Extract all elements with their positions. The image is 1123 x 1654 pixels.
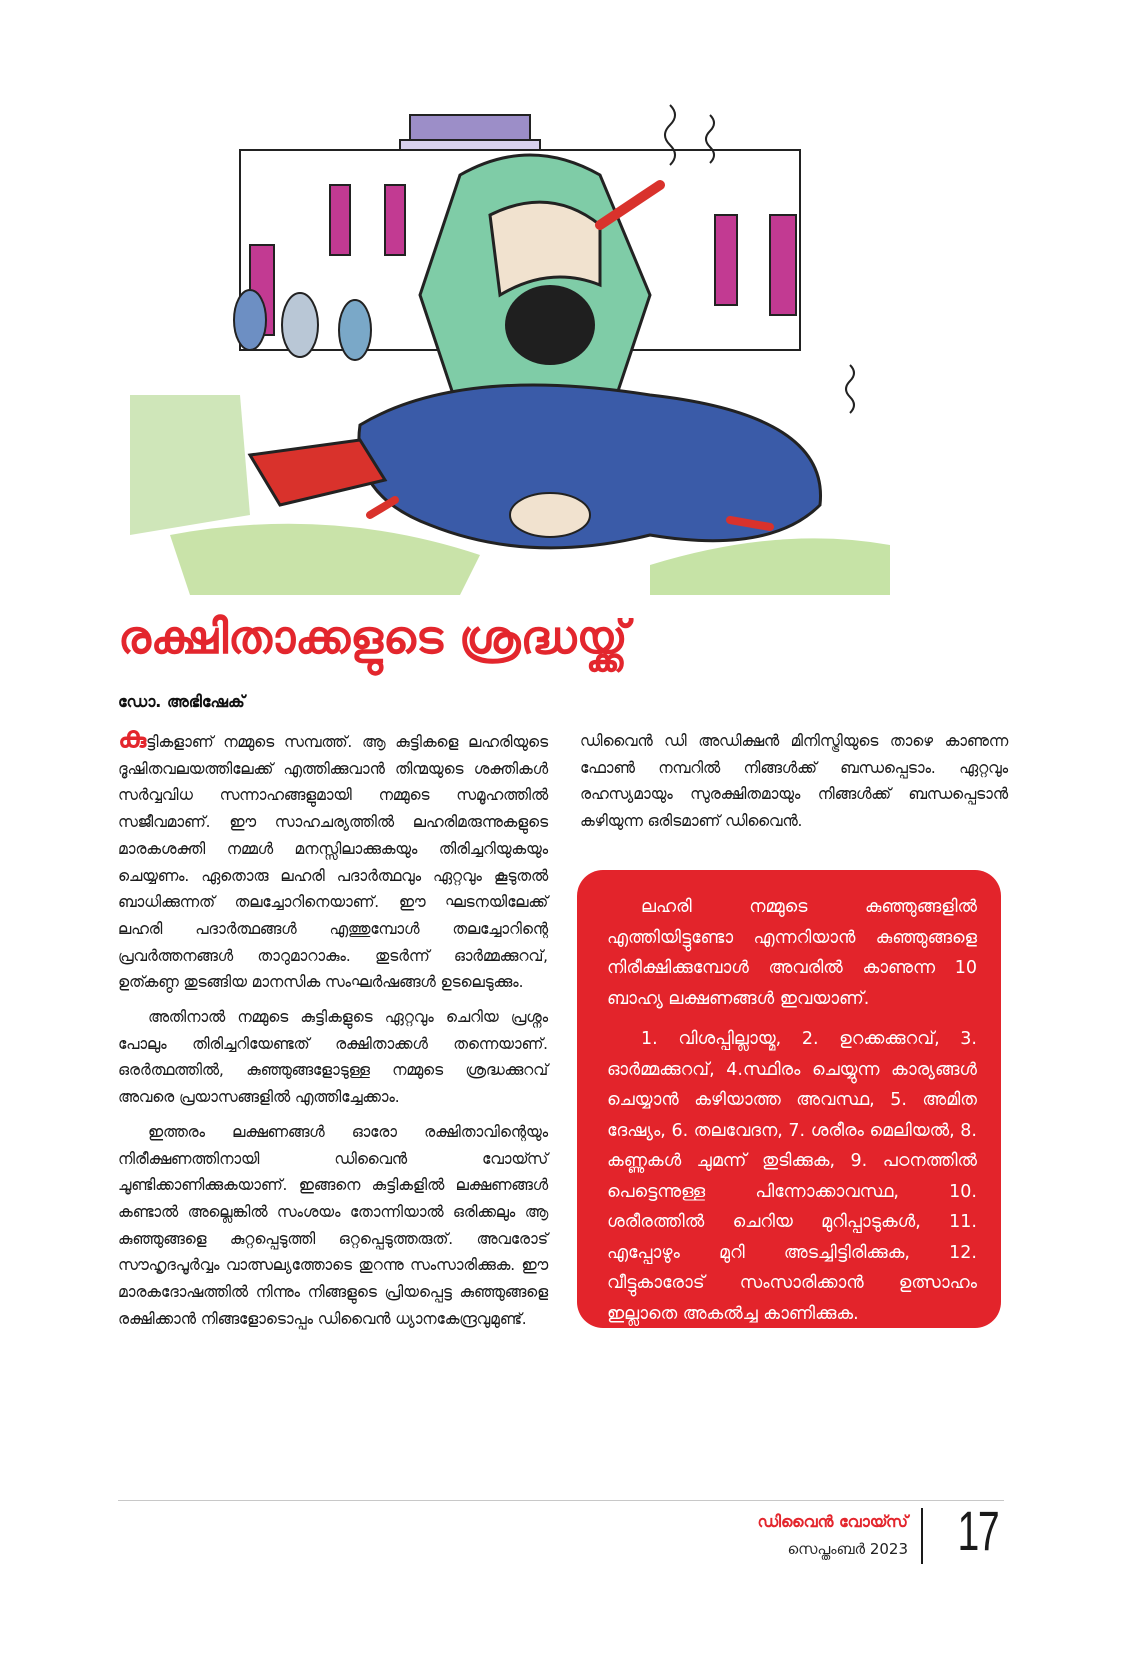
stressed-student-illustration	[130, 95, 930, 595]
paragraph-1-text: ട്ടികളാണ് നമ്മുടെ സമ്പത്ത്. ആ കുട്ടികളെ ലഹരിയുടെ ദൂഷിതവലയത്തിലേക്ക് എത്തിക്കുവാൻ തിന്മയുടെ ശക്തികൾ സർവ്വവിധ സന്നാഹങ്ങളുമായി നമ്മുടെ സമൂഹത്തിൽ സജീവമാണ്. ഈ സാഹചര്യത്തിൽ ലഹരിമരുന്നുകളുടെ മാരകശക്തി നമ്മൾ മനസ്സിലാക്കുകയും തിരിച്ചറിയുകയും ചെയ്യണം. ഏതൊരു ലഹരി പദാർത്ഥവും ഏറ്റവും കൂടുതൽ ബാധിക്കുന്നത് തലച്ചോറിനെയാണ്. ഈ ഘടനയിലേക്ക് ലഹരി പദാർത്ഥങ്ങൾ എത്തുമ്പോൾ തലച്ചോറിന്റെ പ്രവർത്തനങ്ങൾ താറുമാറാകും. തുടർന്ന് ഓർമ്മക്കുറവ്, ഉത്കണ്ഠ തുടങ്ങിയ മാനസിക സംഘർഷങ്ങൾ ഉടലെടുക്കും.	[118, 733, 548, 992]
author-byline: ഡോ. അഭിഷേക്	[118, 692, 245, 711]
dropcap: കു	[118, 720, 147, 755]
page-number: 17	[957, 1499, 998, 1562]
footer-info	[758, 1508, 908, 1558]
symptoms-intro: ലഹരി നമ്മുടെ കുഞ്ഞുങ്ങളിൽ എത്തിയിട്ടുണ്ടോ എന്നറിയാൻ കുഞ്ഞുങ്ങളെ നിരീക്ഷിക്കുമ്പോൾ അവരിൽ കാണുന്ന 10 ബാഹ്യ ലക്ഷണങ്ങൾ ഇവയാണ്.	[607, 897, 977, 1009]
footer-bar	[921, 1508, 923, 1564]
paragraph-3: ഇത്തരം ലക്ഷണങ്ങൾ ഓരോ രക്ഷിതാവിന്റെയും നിരീക്ഷണത്തിനായി ഡിവൈൻ വോയ്സ് ചൂണ്ടിക്കാണിക്കുകയാണ്. ഇങ്ങനെ കുട്ടികളിൽ ലക്ഷണങ്ങൾ കണ്ടാൽ അല്ലെങ്കിൽ സംശയം തോന്നിയാൽ ഒരിക്കലും ആ കുഞ്ഞുങ്ങളെ കുറ്റപ്പെടുത്തി ഒറ്റപ്പെടുത്തരുത്. അവരോട് സൗഹൃദപൂർവ്വം വാത്സല്യത്തോടെ തുറന്നു സംസാരിക്കുക. ഈ മാരകദോഷത്തിൽ നിന്നും നിങ്ങളുടെ പ്രിയപ്പെട്ട കുഞ്ഞുങ്ങളെ രക്ഷിക്കാൻ നിങ്ങളോടൊപ്പം ഡിവൈൻ ധ്യാനകേന്ദ്രവുമുണ്ട്.	[118, 1122, 548, 1328]
magazine-name: ഡിവൈൻ വോയ്സ്	[757, 1512, 908, 1531]
symptoms-box	[577, 870, 1001, 1328]
footer-divider	[118, 1500, 1004, 1501]
paragraph-1	[118, 720, 548, 996]
left-column	[118, 720, 548, 1340]
issue-date: സെപ്തംബർ 2023	[787, 1540, 908, 1558]
symptoms-list: 1. വിശപ്പില്ലായ്മ, 2. ഉറക്കക്കുറവ്, 3. ഓർമ്മക്കുറവ്, 4.സ്ഥിരം ചെയ്യുന്ന കാര്യങ്ങൾ ചെയ്യാൻ കഴിയാത്ത അവസ്ഥ, 5. അമിത ദേഷ്യം, 6. തലവേദന, 7. ശരീരം മെലിയൽ, 8. കണ്ണുകൾ ചുമന്ന് തുടിക്കുക, 9. പഠനത്തിൽ പെട്ടെന്നുള്ള പിന്നോക്കാവസ്ഥ, 10. ശരീരത്തിൽ ചെറിയ മുറിപ്പാടുകൾ, 11. എപ്പോഴും മുറി അടച്ചിട്ടിരിക്കുക, 12. വീട്ടുകാരോട് സംസാരിക്കാൻ ഉത്സാഹം ഇല്ലാതെ അകൽച്ച കാണിക്കുക.	[607, 1029, 977, 1324]
article-title: രക്ഷിതാക്കളുടെ ശ്രദ്ധയ്ക്ക്	[118, 610, 628, 664]
right-column	[580, 728, 1008, 843]
paragraph-2: അതിനാൽ നമ്മുടെ കുട്ടികളുടെ ഏറ്റവും ചെറിയ പ്രശ്നം പോലും തിരിച്ചറിയേണ്ടത് രക്ഷിതാക്കൾ തന്നെയാണ്. ഒരർത്ഥത്തിൽ, കുഞ്ഞുങ്ങളോടുള്ള നമ്മുടെ ശ്രദ്ധക്കുറവ് അവരെ പ്രയാസങ്ങളിൽ എത്തിച്ചേക്കാം.	[118, 1008, 548, 1107]
contact-paragraph: ഡിവൈൻ ഡി അഡിക്ഷൻ മിനിസ്ട്രിയുടെ താഴെ കാണുന്ന ഫോൺ നമ്പറിൽ നിങ്ങൾക്ക് ബന്ധപ്പെടാം. ഏറ്റവും രഹസ്യമായും സുരക്ഷിതമായും നിങ്ങൾക്ക് ബന്ധപ്പെടാൻ കഴിയുന്ന ഒരിടമാണ് ഡിവൈൻ.	[580, 732, 1008, 831]
